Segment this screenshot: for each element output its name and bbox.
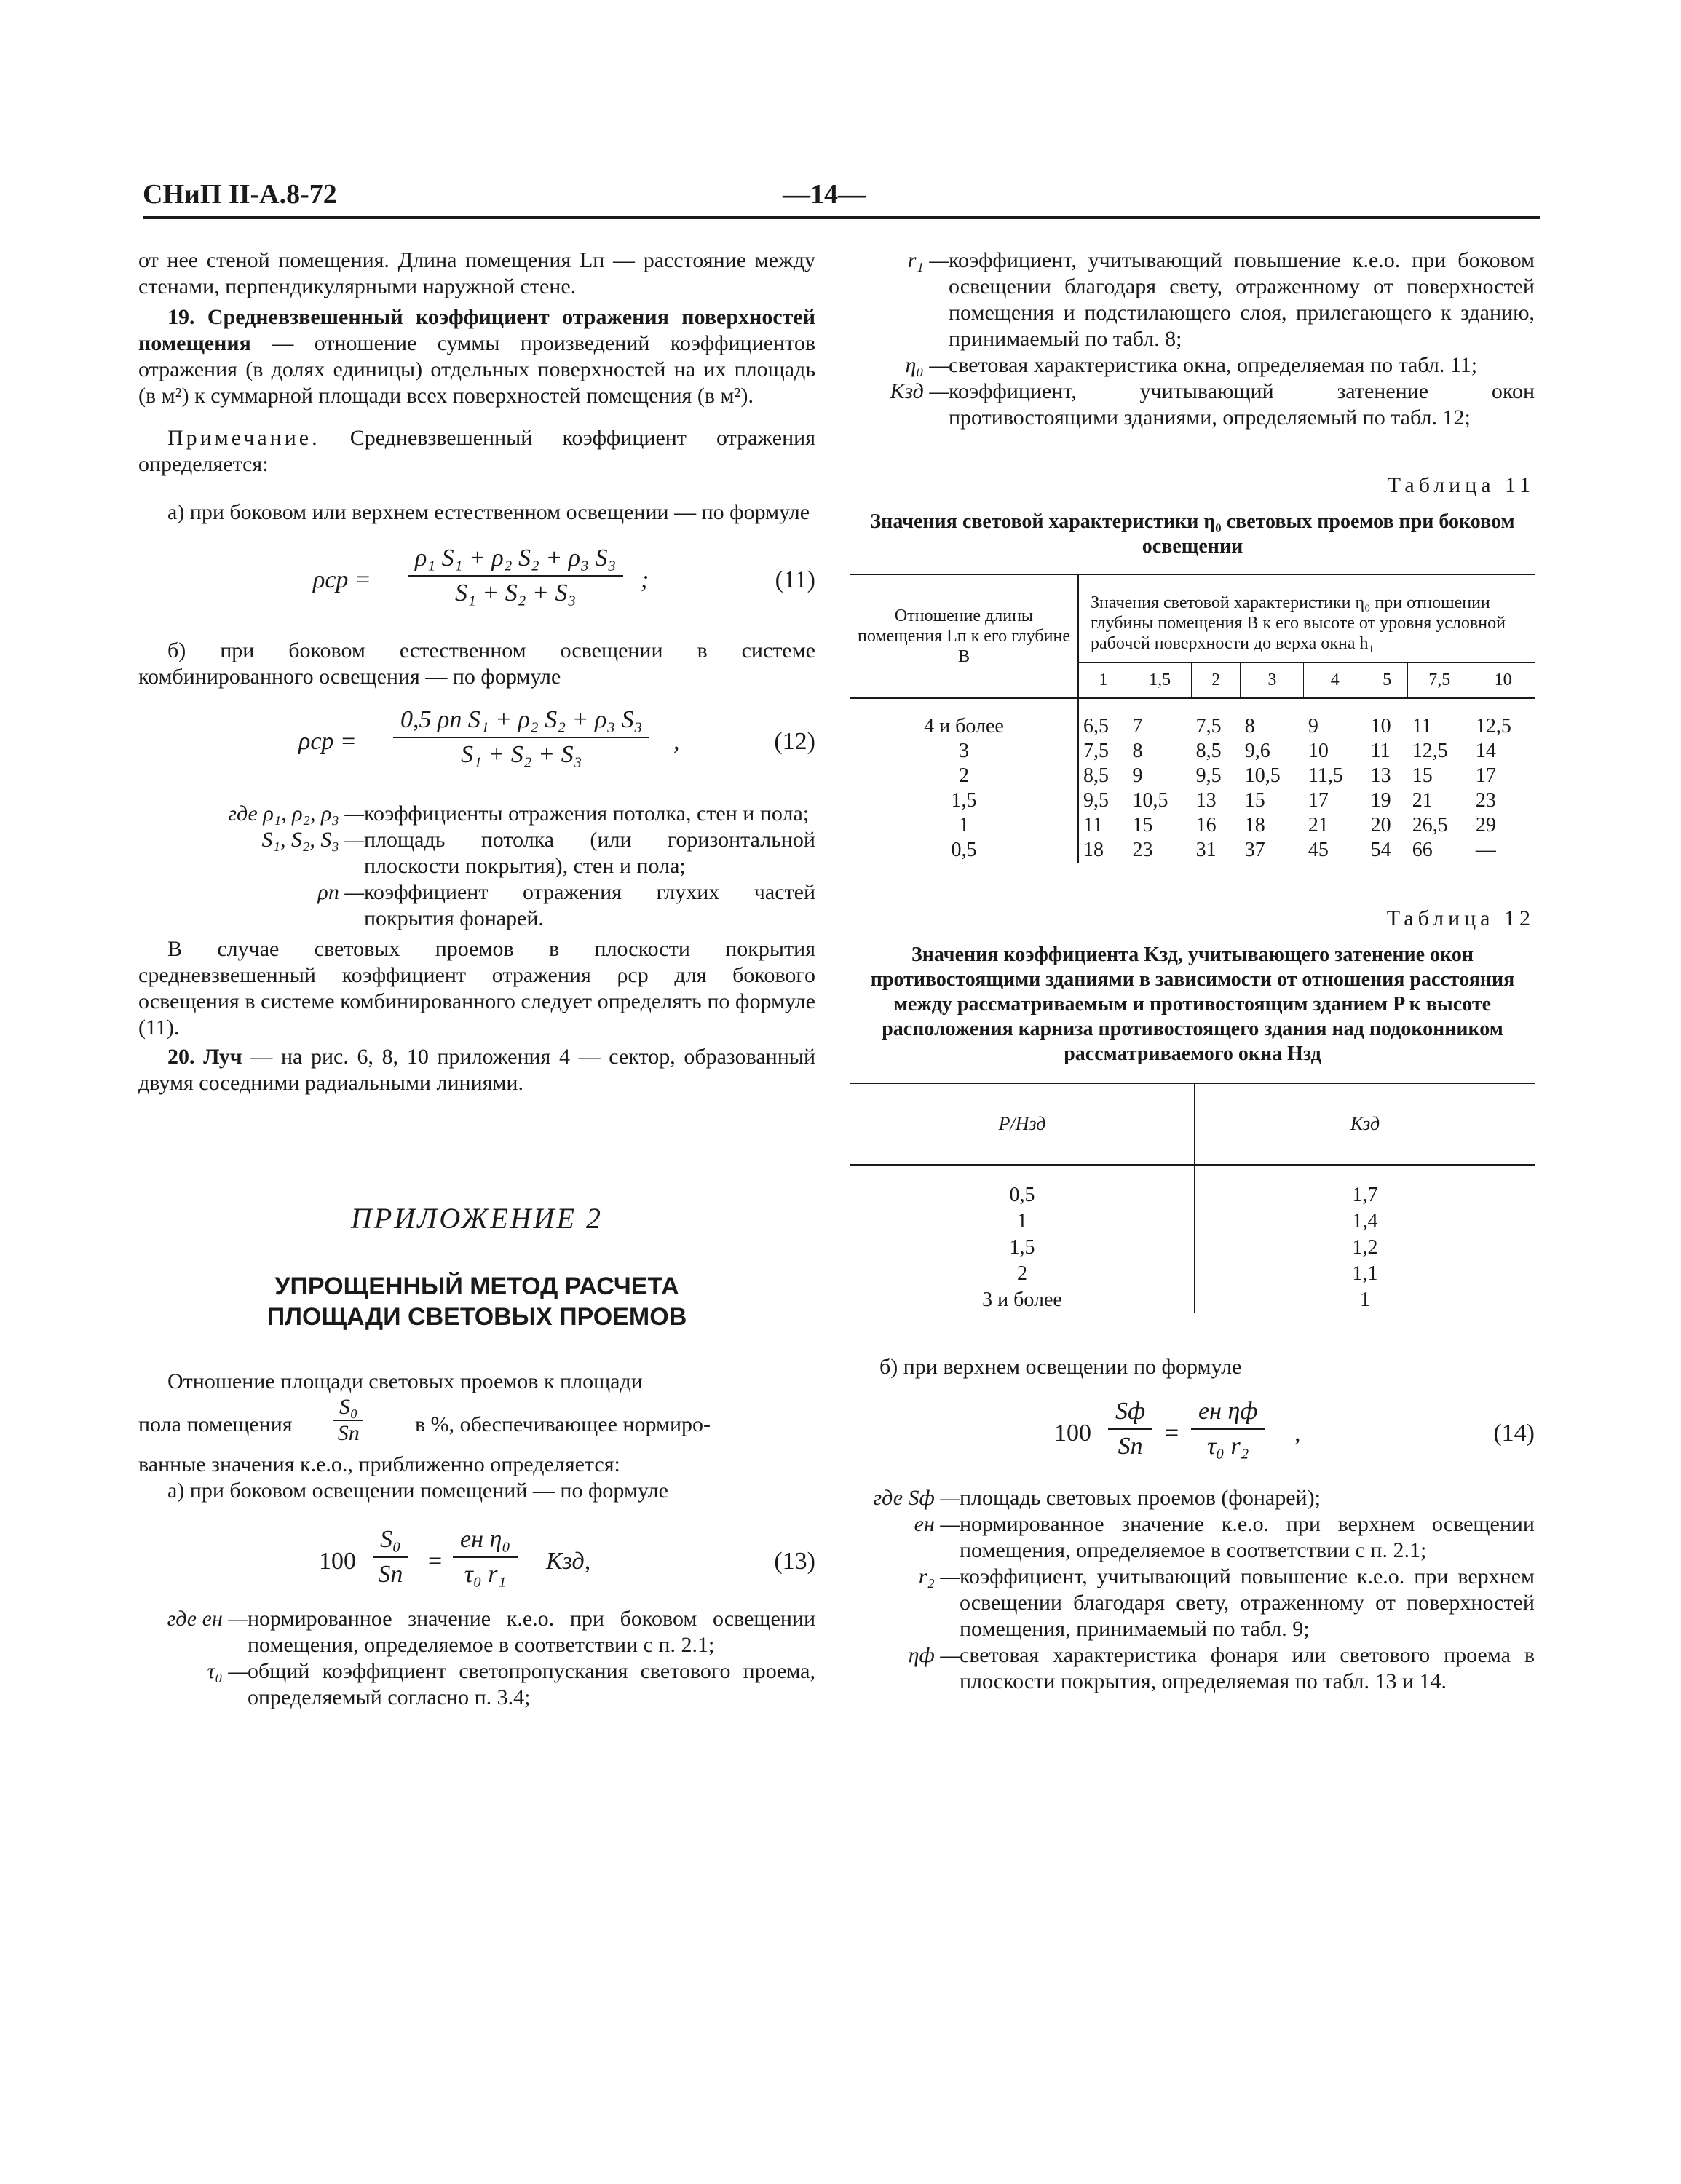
- table-11-cell: 11: [1083, 813, 1103, 836]
- definition-en-right: [850, 1511, 1535, 1564]
- table-11-row: [850, 788, 1535, 813]
- table-11-cell: —: [1475, 838, 1496, 861]
- definition-kzd: [850, 379, 1535, 431]
- table-11-row-label: 0,5: [850, 838, 1078, 863]
- symbol: где ρ₁, ρ₂, ρ₃ —: [228, 802, 364, 826]
- term-19: 19. Средневзвешенный коэффициент отражения поверхностей помещения: [138, 305, 815, 355]
- table-11-cell: 15: [1412, 764, 1433, 787]
- table-11-cell: 21: [1308, 813, 1329, 836]
- ratio-paragraph-line-2: [138, 1395, 815, 1446]
- table-11-row: [850, 764, 1535, 788]
- formula-14-right-numerator: eн ηф: [1191, 1398, 1265, 1430]
- formula-11: [138, 545, 815, 625]
- definition-sf: [850, 1485, 1535, 1511]
- table-12-ratio: 1,5: [850, 1235, 1195, 1261]
- table-11-cell: 8,5: [1083, 764, 1109, 787]
- symbol-text: коэффициент отражения глухих частей покрытия фонарей.: [364, 880, 815, 930]
- formula-13: [138, 1526, 815, 1606]
- ratio-numerator: S₀: [333, 1395, 363, 1421]
- table-11-group-header: Значения световой характеристики η₀ при отношении глубины помещения B к его высоте от уровня условной рабочей поверхности до верха окна h₁: [1078, 574, 1535, 663]
- definition-s: [138, 827, 815, 879]
- definition-tau: [138, 1658, 815, 1711]
- table-12-value: 1,1: [1352, 1262, 1378, 1285]
- table-12-row: [850, 1182, 1535, 1208]
- table-12-header-row: [850, 1083, 1535, 1165]
- table-12-title: Значения коэффициента Kзд, учитывающего затенение окон противостоящими зданиями в зависимости от отношения расстояния между рассматриваемым и противостоящим зданием P к высоте расположения карниза противостоящего здания над подоконником рассматриваемого окна Hзд: [870, 943, 1515, 1065]
- table-12-value: 1,7: [1352, 1183, 1378, 1206]
- table-11-cell: 66: [1412, 838, 1433, 861]
- table-11-head: 2: [1192, 663, 1241, 698]
- table-11-cell: 7: [1132, 714, 1143, 737]
- item-b: б) при боковом естественном освещении в системе комбинированного освещения — по формуле: [138, 638, 815, 689]
- table-11-cell: 54: [1370, 838, 1391, 861]
- symbol-text: площадь потолка (или горизонтальной плоскости покрытия), стен и пола;: [364, 828, 815, 878]
- table-11-cell: 9: [1308, 714, 1318, 737]
- table-11-cell: 10: [1308, 739, 1329, 762]
- definition-rho: [138, 801, 815, 827]
- symbol: ηф —: [908, 1642, 960, 1667]
- formula-11-tail: ;: [641, 566, 649, 593]
- table-12: [850, 1083, 1535, 1313]
- table-11-row: [850, 739, 1535, 764]
- symbol: r₁ —: [907, 248, 949, 272]
- symbol-text: нормированное значение к.е.о. при верхнем освещении помещения, определяемое в соответствии с п. 2.1;: [960, 1511, 1535, 1562]
- table-12-row: [850, 1235, 1535, 1261]
- formula-14-right-denominator: τ₀ r₂: [1206, 1432, 1249, 1460]
- definition-19: — отношение суммы произведений коэффициентов отражения (в долях единицы) отдельных поверхностей на их площадь (в м²) к суммарной площади всех поверхностей помещения (в м²).: [138, 331, 815, 408]
- table-12-value: 1: [1360, 1288, 1370, 1311]
- table-11-cell: 8: [1132, 739, 1143, 762]
- table-11-row-label: 1,5: [850, 788, 1078, 813]
- symbol-definitions: [138, 801, 815, 932]
- formula-14-coef: 100: [1054, 1419, 1091, 1447]
- table-11-cell: 9,6: [1244, 739, 1270, 762]
- table-11-group-row: [850, 574, 1535, 663]
- table-12-label: Таблица 12: [1386, 906, 1535, 930]
- table-11-cell: 13: [1195, 788, 1217, 812]
- table-11-cell: 10,5: [1132, 788, 1168, 812]
- table-11-cell: 14: [1475, 739, 1496, 762]
- formula-13-right-denominator: τ₀ r₁: [464, 1561, 507, 1588]
- symbol: ρп —: [317, 880, 364, 904]
- item-a: а) при боковом или верхнем естественном освещении — по формуле: [167, 500, 810, 524]
- ratio-fraction: [333, 1395, 363, 1446]
- table-11-cell: 18: [1244, 813, 1265, 836]
- table-11-cell: 23: [1475, 788, 1496, 812]
- right-column: [850, 248, 1535, 1695]
- table-11-row: [850, 813, 1535, 838]
- formula-13-number: (13): [774, 1548, 815, 1575]
- ratio-denominator: Sп: [337, 1421, 360, 1445]
- definition-etaf: [850, 1642, 1535, 1695]
- table-12-row: [850, 1261, 1535, 1287]
- table-11-head: 5: [1366, 663, 1408, 698]
- table-11-cell: 20: [1370, 813, 1391, 836]
- table-11-head: 4: [1304, 663, 1366, 698]
- definition-rho-p: [138, 879, 815, 932]
- symbol-text: световая характеристика окна, определяемая по табл. 11;: [949, 353, 1478, 377]
- formula-14-left-fraction: [1108, 1398, 1152, 1460]
- table-12-value: 1,2: [1352, 1235, 1378, 1259]
- symbol-text: коэффициенты отражения потолка, стен и пола;: [364, 802, 810, 826]
- formula-11-denominator: S₁ + S₂ + S₃: [454, 579, 577, 606]
- symbol-text: общий коэффициент светопропускания светового проема, определяемый согласно п. 3.4;: [248, 1659, 815, 1709]
- table-11-label: Таблица 11: [1387, 473, 1535, 497]
- table-11-cell: 21: [1412, 788, 1433, 812]
- table-11-cell: 9,5: [1083, 788, 1109, 812]
- table-11-cell: 7,5: [1195, 714, 1222, 737]
- ratio-text-a: пола помещения: [138, 1412, 293, 1436]
- term-20: 20. Луч: [167, 1045, 242, 1069]
- table-11-row: [850, 714, 1535, 739]
- symbol: S₁, S₂, S₃ —: [261, 828, 364, 852]
- table-11-cell: 37: [1244, 838, 1265, 861]
- note-text: Средневзвешенный коэффициент отражения определяется:: [138, 426, 815, 476]
- table-11-head: 10: [1494, 670, 1512, 689]
- table-11-head: 1: [1078, 663, 1128, 698]
- formula-11-fraction: [408, 545, 623, 607]
- section-title-line-1: УПРОЩЕННЫЙ МЕТОД РАСЧЕТА: [274, 1273, 679, 1300]
- symbol-text: коэффициент, учитывающий повышение к.е.о. при верхнем освещении благодаря свету, отраженному от поверхностей помещения, принимаемый по табл. 9;: [960, 1564, 1535, 1641]
- table-11-title: Значения световой характеристики η₀ световых проемов при боковом освещении: [870, 510, 1515, 558]
- table-12-value: 1,4: [1352, 1209, 1378, 1233]
- table-11-cell: 9: [1132, 764, 1143, 787]
- table-11-row-label: 4 и более: [850, 714, 1078, 739]
- left-column: [138, 248, 815, 1711]
- header-rule: [143, 216, 1540, 219]
- table-11-cell: 31: [1195, 838, 1217, 861]
- table-12-ratio: 2: [850, 1261, 1195, 1287]
- table-11-cell: 10: [1370, 714, 1391, 737]
- formula-13-right-fraction: [453, 1526, 518, 1588]
- formula-14-right-fraction: [1191, 1398, 1265, 1460]
- table-11-cell: 7,5: [1083, 739, 1109, 762]
- formula-12: [138, 706, 815, 786]
- definition-20: — на рис. 6, 8, 10 приложения 4 — сектор, образованный двумя соседними радиальными линиями.: [138, 1045, 815, 1095]
- formula-13-equals: =: [428, 1548, 443, 1575]
- table-11-row-label: 1: [850, 813, 1078, 838]
- symbol: eн —: [914, 1511, 960, 1536]
- table-11-cell: 12,5: [1412, 739, 1448, 762]
- symbol: где Sф —: [873, 1485, 960, 1510]
- formula-13-right-numerator: eн η₀: [453, 1526, 518, 1558]
- formula-14-left-numerator: Sф: [1108, 1398, 1152, 1430]
- formula-14-number: (14): [1493, 1419, 1535, 1447]
- table-11-head: 1,5: [1128, 663, 1192, 698]
- definition-en: [138, 1606, 815, 1658]
- table-12-ratio: 1: [850, 1208, 1195, 1235]
- ratio-paragraph-line-3: ванные значения к.е.о., приближенно определяется:: [138, 1452, 620, 1476]
- formula-11-number: (11): [775, 566, 815, 593]
- table-12-col2-header: Kзд: [1350, 1112, 1380, 1134]
- definition-r1: [850, 248, 1535, 352]
- formula-13-left-numerator: S₀: [373, 1526, 408, 1558]
- formula-13-left-fraction: [373, 1526, 408, 1588]
- table-12-col1-header: P/Hзд: [850, 1083, 1195, 1165]
- table-11-head: 7,5: [1408, 663, 1471, 698]
- symbol: r₂ —: [918, 1564, 960, 1588]
- table-11-cell: 11: [1412, 714, 1432, 737]
- formula-14: [850, 1398, 1535, 1478]
- table-11-cell: 6,5: [1083, 714, 1109, 737]
- table-11-cell: 26,5: [1412, 813, 1448, 836]
- formula-11-numerator: ρ₁ S₁ + ρ₂ S₂ + ρ₃ S₃: [408, 545, 623, 577]
- symbol-definitions-2: [138, 1606, 815, 1711]
- symbol-definitions-right: [850, 248, 1535, 431]
- table-11-cell: 11: [1370, 739, 1391, 762]
- definition-eta0: [850, 352, 1535, 379]
- table-11-cell: 8,5: [1195, 739, 1222, 762]
- formula-13-coef: 100: [319, 1548, 356, 1575]
- page-number: —14—: [783, 179, 866, 210]
- document-code: СНиП II-А.8-72: [143, 179, 337, 210]
- symbol-text: коэффициент, учитывающий повышение к.е.о. при боковом освещении благодаря свету, отраженному от поверхностей помещения и подстилающего слоя, прилегающего к зданию, принимаемый по табл. 8;: [949, 248, 1535, 351]
- symbol: η₀ —: [905, 353, 949, 377]
- table-11-head: 3: [1241, 663, 1304, 698]
- formula-12-number: (12): [774, 728, 815, 755]
- formula-13-left-denominator: Sп: [378, 1561, 403, 1588]
- table-11-cell: 8: [1244, 714, 1255, 737]
- table-11-cell: 18: [1083, 838, 1104, 861]
- table-11-cell: 16: [1195, 813, 1217, 836]
- formula-12-lhs: ρср =: [298, 728, 357, 755]
- ratio-text-b: в %, обеспечивающее нормиро-: [415, 1412, 711, 1436]
- table-12-ratio: 0,5: [850, 1182, 1195, 1208]
- table-11-cell: 19: [1370, 788, 1391, 812]
- table-11-cell: 10,5: [1244, 764, 1281, 787]
- table-12-row: [850, 1287, 1535, 1313]
- item-b2: б) при верхнем освещении по формуле: [879, 1354, 1242, 1379]
- table-11-row-label: 3: [850, 739, 1078, 764]
- note-word: Примечание.: [167, 426, 320, 450]
- table-11-cell: 11,5: [1308, 764, 1343, 787]
- table-11-cell: 15: [1132, 813, 1153, 836]
- table-11-cell: 45: [1308, 838, 1329, 861]
- symbol-definitions-right-2: [850, 1485, 1535, 1695]
- formula-12-fraction: [393, 706, 649, 769]
- table-12-ratio: 3 и более: [850, 1287, 1195, 1313]
- formula-12-tail: ,: [673, 728, 680, 755]
- table-11-cell: 17: [1475, 764, 1496, 787]
- table-11-cell: 12,5: [1475, 714, 1511, 737]
- table-11-cell: 17: [1308, 788, 1329, 812]
- symbol-text: площадь световых проемов (фонарей);: [960, 1485, 1321, 1510]
- symbol-text: световая характеристика фонаря или светового проема в плоскости покрытия, определяемая по табл. 13 и 14.: [960, 1642, 1535, 1693]
- case-paragraph: В случае световых проемов в плоскости покрытия средневзвешенный коэффициент отражения ρср для бокового освещения в системе комбинированного следует определять по формуле (11).: [138, 937, 815, 1040]
- table-11-cell: 15: [1244, 788, 1265, 812]
- table-12-row: [850, 1208, 1535, 1235]
- formula-12-denominator: S₁ + S₂ + S₃: [461, 741, 582, 768]
- formula-14-equals: =: [1165, 1419, 1179, 1447]
- intro-paragraph: от нее стеной помещения. Длина помещения Lп — расстояние между стенами, перпендикулярными наружной стене.: [138, 248, 815, 298]
- formula-13-tail: Kзд,: [546, 1548, 591, 1575]
- paragraph-19: [138, 304, 815, 409]
- table-11-cell: 13: [1370, 764, 1391, 787]
- section-title-line-2: ПЛОЩАДИ СВЕТОВЫХ ПРОЕМОВ: [266, 1303, 687, 1331]
- formula-12-numerator: 0,5 ρп S₁ + ρ₂ S₂ + ρ₃ S₃: [393, 706, 649, 738]
- formula-14-tail: ,: [1294, 1419, 1301, 1447]
- item-a2: а) при боковом освещении помещений — по формуле: [167, 1479, 668, 1503]
- definition-r2: [850, 1564, 1535, 1642]
- formula-14-left-denominator: Sп: [1118, 1432, 1143, 1460]
- note-paragraph: [138, 425, 815, 478]
- table-11-col1-header: Отношение длины помещения Lп к его глубине B: [850, 574, 1078, 698]
- formula-11-lhs: ρср =: [313, 566, 371, 593]
- table-11-cell: 9,5: [1195, 764, 1222, 787]
- symbol: где eн —: [167, 1607, 248, 1631]
- paragraph-20: [138, 1044, 815, 1096]
- table-11-row: [850, 838, 1535, 863]
- table-11: [850, 574, 1535, 863]
- appendix-title: ПРИЛОЖЕНИЕ 2: [351, 1202, 603, 1235]
- table-11-cell: 23: [1132, 838, 1153, 861]
- symbol-text: нормированное значение к.е.о. при боковом освещении помещения, определяемое в соответствии с п. 2.1;: [248, 1607, 815, 1657]
- table-11-cell: 29: [1475, 813, 1496, 836]
- symbol: Kзд —: [890, 379, 949, 403]
- symbol-text: коэффициент, учитывающий затенение окон противостоящими зданиями, определяемый по табл. 12;: [949, 379, 1535, 430]
- table-11-row-label: 2: [850, 764, 1078, 788]
- ratio-paragraph-line-1: Отношение площади световых проемов к площади: [167, 1369, 643, 1393]
- symbol: τ₀ —: [207, 1659, 248, 1683]
